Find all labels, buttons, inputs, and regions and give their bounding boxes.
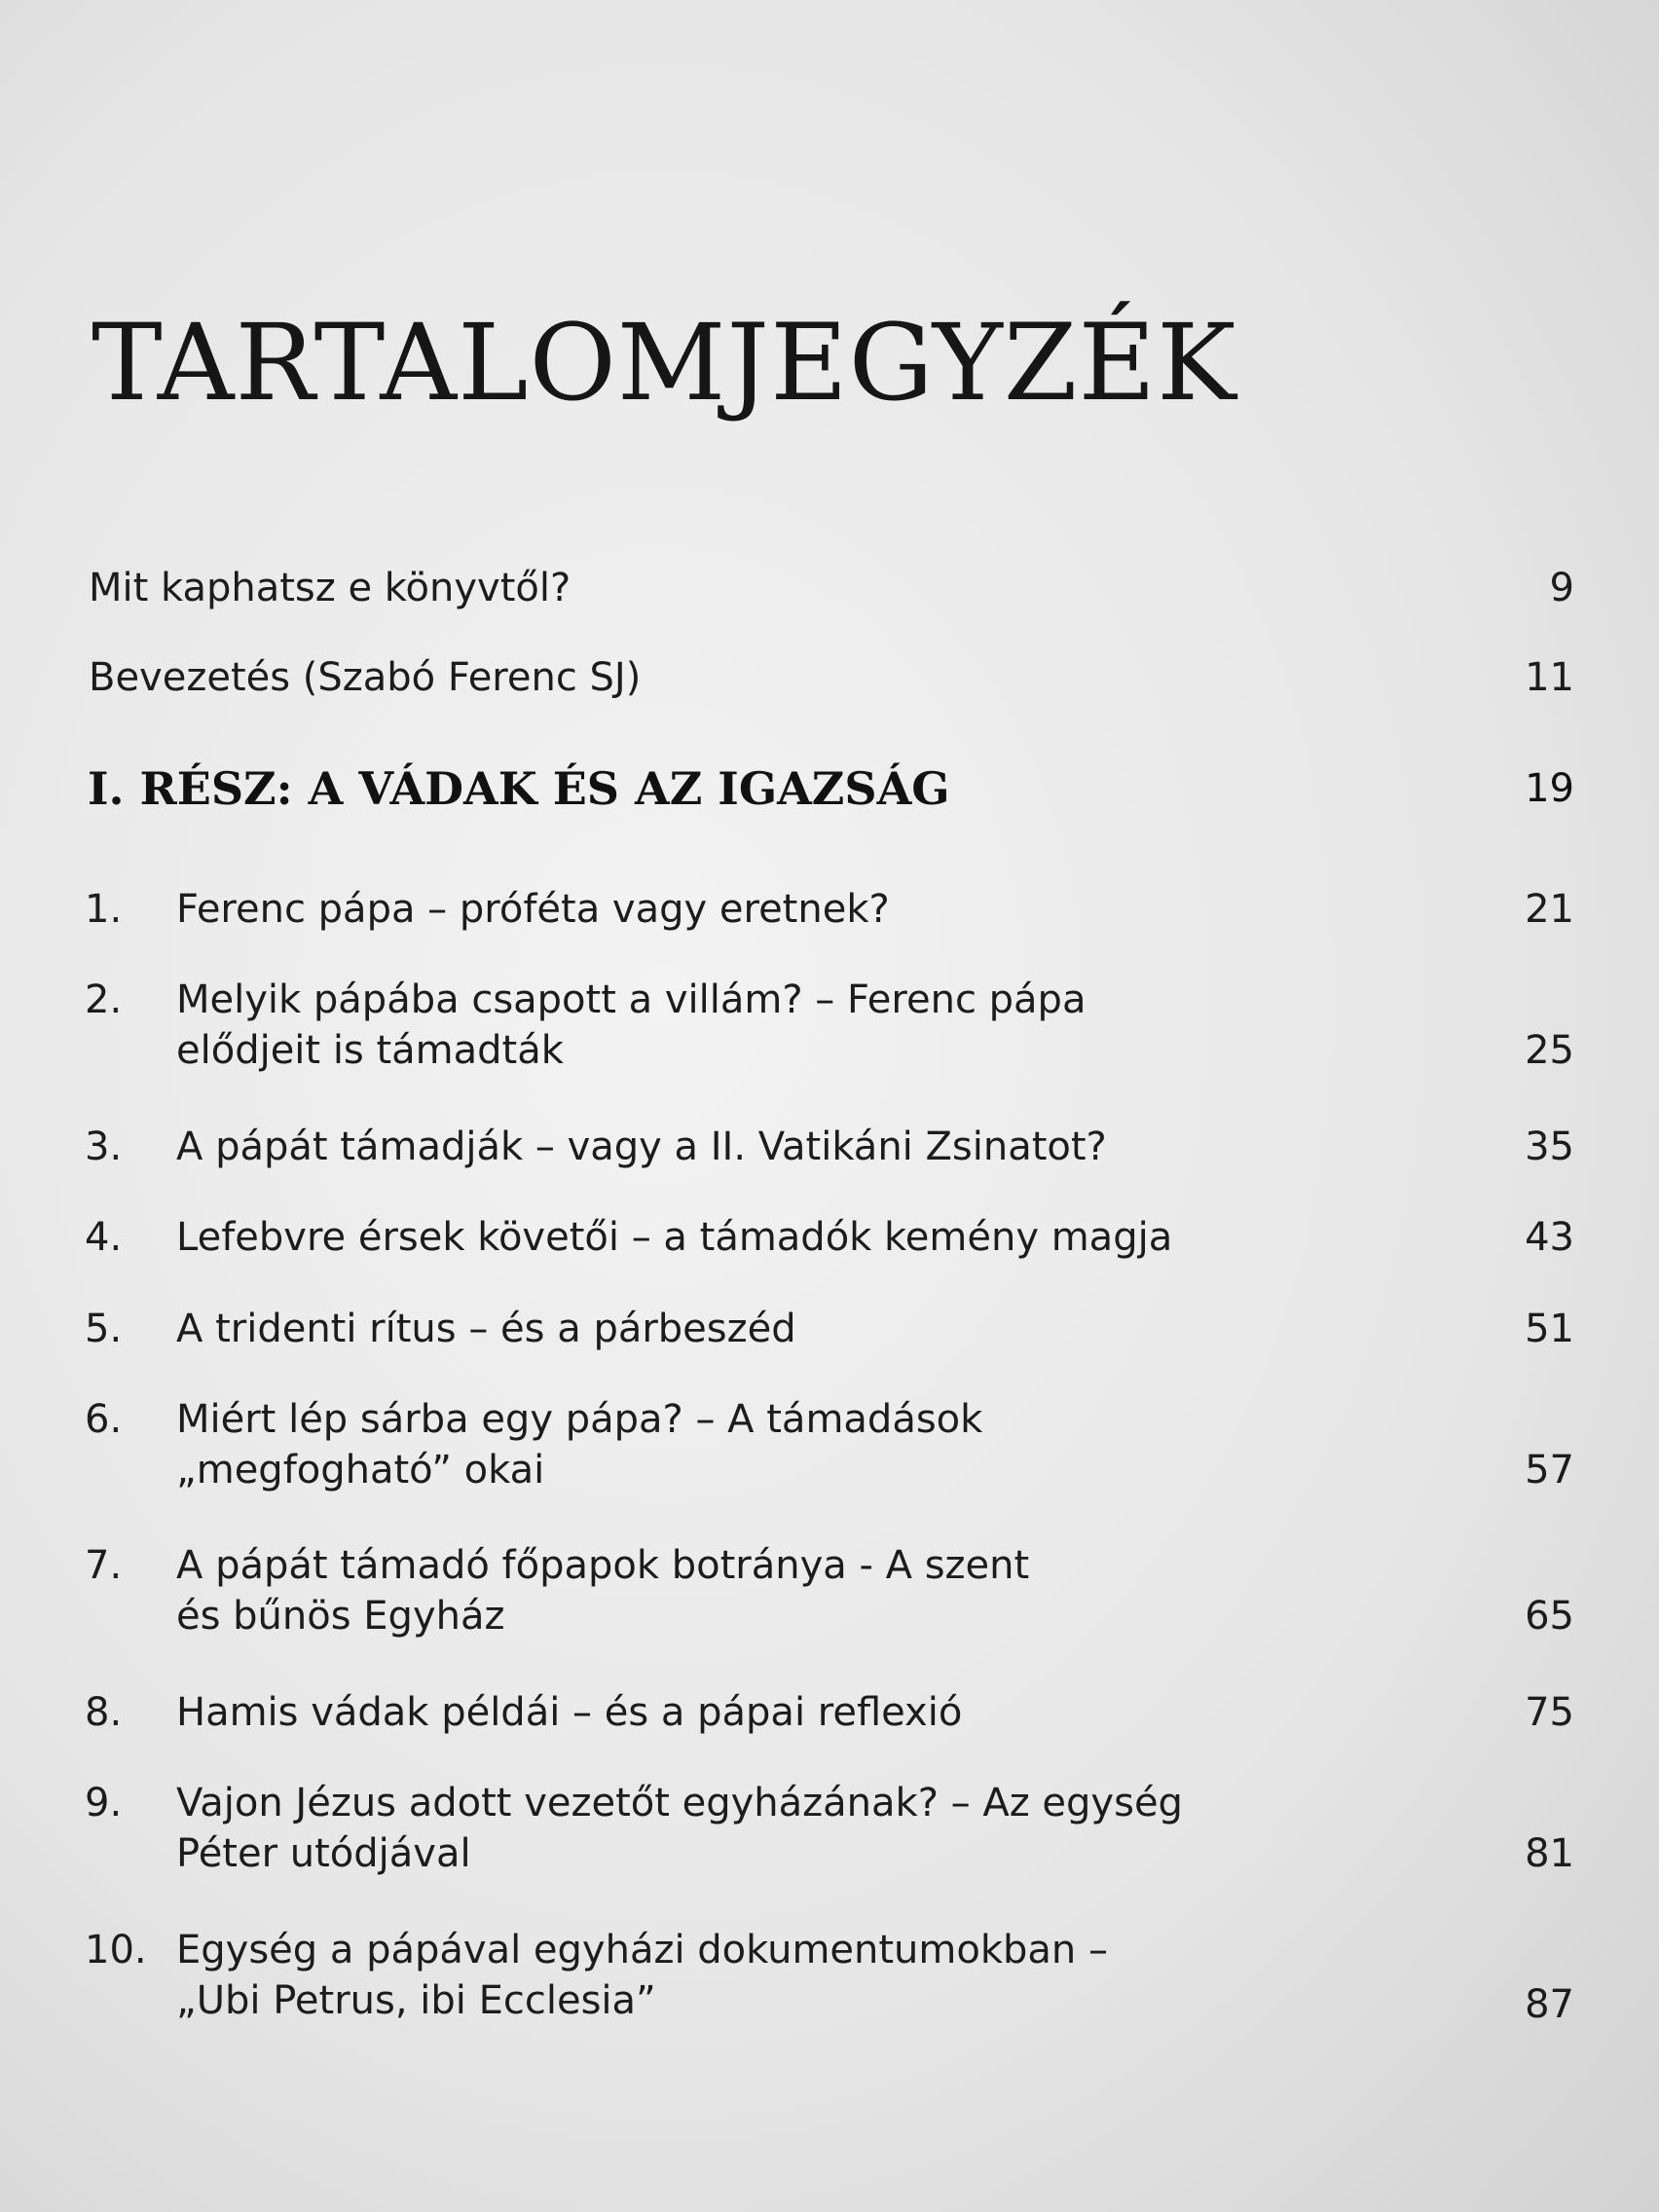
entry-page-number: 35 xyxy=(1525,1124,1574,1169)
entry-title: A pápát támadják – vagy a II. Vatikáni Zsinatot? xyxy=(176,1124,1107,1169)
entry-page-number: 25 xyxy=(1525,1028,1574,1073)
entry-title: Melyik pápába csapott a villám? – Ferenc pápa elődjeit is támadták xyxy=(176,977,1087,1073)
entry-title: Vajon Jézus adott vezetőt egyházának? – Az egység Péter utódjával xyxy=(176,1781,1183,1876)
entry-number: 7. xyxy=(85,1543,123,1588)
entry-number: 10. xyxy=(85,1928,147,1972)
entry-page-number: 81 xyxy=(1525,1831,1574,1876)
entry-number: 4. xyxy=(85,1215,123,1260)
entry-title: Hamis vádak példái – és a pápai reflexió xyxy=(176,1690,963,1735)
entry-title: Egység a pápával egyházi dokumentumokban – „Ubi Petrus, ibi Ecclesia” xyxy=(176,1928,1108,2023)
part-title: I. RÉSZ: A VÁDAK ÉS AZ IGAZSÁG xyxy=(88,762,950,815)
entry-number: 1. xyxy=(85,887,123,932)
entry-title: Lefebvre érsek követői – a támadók kemény magja xyxy=(176,1215,1173,1260)
entry-title: Mit kaphatsz e könyvtől? xyxy=(89,566,571,610)
entry-page-number: 87 xyxy=(1525,1982,1574,2027)
entry-page-number: 57 xyxy=(1525,1448,1574,1493)
entry-number: 8. xyxy=(85,1690,123,1735)
entry-title: Miért lép sárba egy pápa? – A támadások „megfogható” okai xyxy=(176,1397,983,1493)
page-title: TARTALOMJEGYZÉK xyxy=(92,301,1237,424)
entry-page-number: 75 xyxy=(1525,1690,1574,1735)
entry-title: A tridenti rítus – és a párbeszéd xyxy=(176,1307,796,1351)
entry-number: 6. xyxy=(85,1397,123,1442)
entry-number: 9. xyxy=(85,1781,123,1825)
entry-page-number: 51 xyxy=(1525,1307,1574,1351)
entry-page-number: 9 xyxy=(1549,566,1574,610)
entry-title: Ferenc pápa – próféta vagy eretnek? xyxy=(176,887,890,932)
entry-page-number: 65 xyxy=(1525,1594,1574,1639)
entry-number: 3. xyxy=(85,1124,123,1169)
entry-page-number: 21 xyxy=(1525,887,1574,932)
entry-number: 5. xyxy=(85,1307,123,1351)
part-page-number: 19 xyxy=(1525,766,1574,811)
entry-title: Bevezetés (Szabó Ferenc SJ) xyxy=(89,655,642,700)
entry-page-number: 43 xyxy=(1525,1215,1574,1260)
entry-number: 2. xyxy=(85,977,123,1022)
entry-title: A pápát támadó főpapok botránya - A szent és bűnös Egyház xyxy=(176,1543,1030,1639)
entry-page-number: 11 xyxy=(1525,655,1574,700)
